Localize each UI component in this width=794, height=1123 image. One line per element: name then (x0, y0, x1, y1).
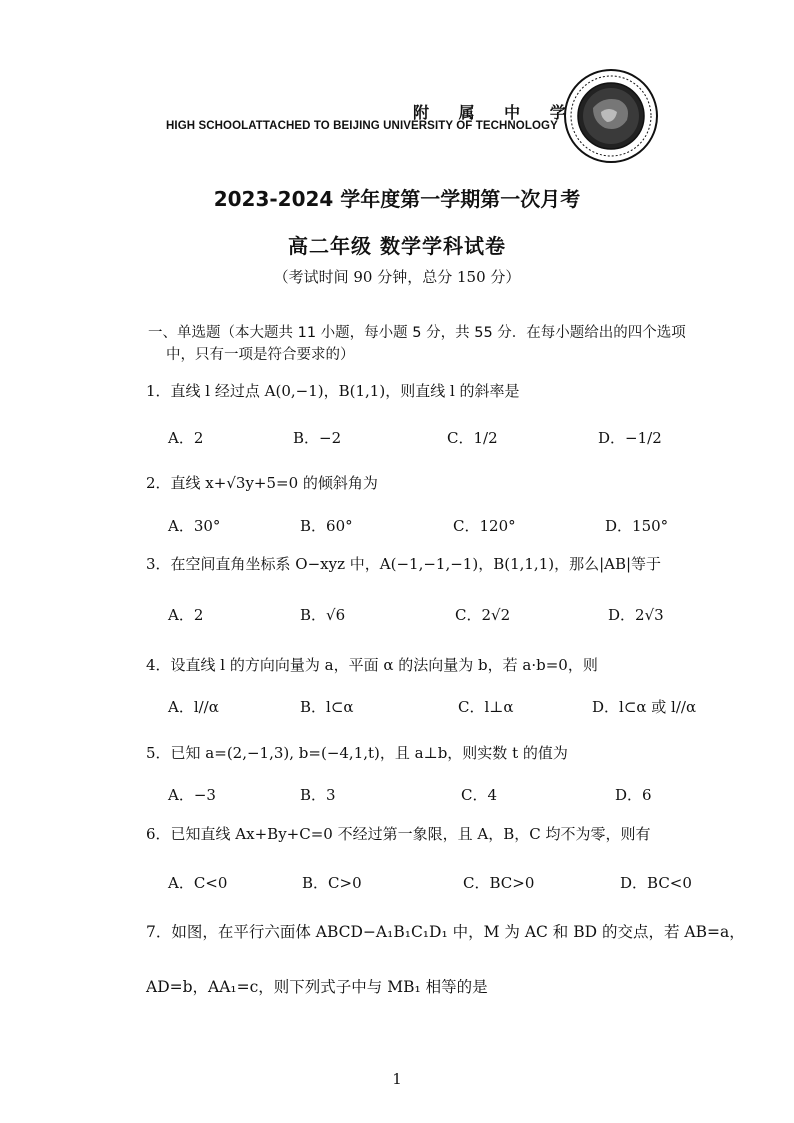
exam-subtitle: 高二年级 数学学科试卷 (288, 234, 506, 258)
section-line-2: 中，只有一项是符合要求的） (166, 347, 355, 363)
question-1-stem: 1．直线 l 经过点 A(0,−1)，B(1,1)，则直线 l 的斜率是 (146, 382, 520, 400)
question-2-stem: 2．直线 x+√3y+5=0 的倾斜角为 (146, 474, 378, 492)
question-3-option-d: D．2√3 (608, 606, 664, 624)
question-7-stem: 7．如图，在平行六面体 ABCD−A₁B₁C₁D₁ 中，M 为 AC 和 BD 的交点，若 AB=a， (146, 923, 745, 941)
school-name-cn: 附 属 中 学 (413, 103, 578, 122)
question-5-stem: 5．已知 a=(2,−1,3), b=(−4,1,t)，且 a⊥b，则实数 t 的值为 (146, 744, 568, 762)
question-5-option-b: B．3 (300, 786, 336, 804)
exam-title: 2023-2024 学年度第一学期第一次月考 (213, 187, 581, 211)
question-2-option-b: B．60° (300, 517, 353, 535)
question-5-option-a: A．−3 (168, 786, 216, 804)
section-heading (148, 322, 708, 366)
question-2-option-c: C．120° (453, 517, 516, 535)
question-7-stem-continued: AD=b，AA₁=c，则下列式子中与 MB₁ 相等的是 (146, 978, 488, 996)
question-1-option-d: D．−1/2 (598, 429, 662, 447)
question-1-option-b: B．−2 (293, 429, 342, 447)
school-name-en: HIGH SCHOOLATTACHED TO BEIJING UNIVERSITY OF TECHNOLOGY (166, 120, 558, 132)
question-5-option-d: D．6 (615, 786, 652, 804)
question-6-option-d: D．BC<0 (620, 874, 692, 892)
page-number: 1 (392, 1070, 402, 1088)
question-6-stem: 6．已知直线 Ax+By+C=0 不经过第一象限，且 A，B，C 均不为零，则有 (146, 825, 651, 843)
question-4-option-c: C．l⊥α (458, 698, 514, 716)
question-6-option-b: B．C>0 (302, 874, 362, 892)
question-4-option-b: B．l⊂α (300, 698, 354, 716)
school-seal-logo (563, 68, 659, 164)
question-4-option-d: D．l⊂α 或 l//α (592, 698, 697, 716)
question-2-option-a: A．30° (168, 517, 221, 535)
question-1-option-a: A．2 (168, 429, 204, 447)
question-3-stem: 3．在空间直角坐标系 O−xyz 中，A(−1,−1,−1)，B(1,1,1)，那么|AB|等于 (146, 555, 662, 573)
question-4-stem: 4．设直线 l 的方向向量为 a，平面 α 的法向量为 b，若 a·b=0，则 (146, 656, 598, 674)
question-2-option-d: D．150° (605, 517, 669, 535)
question-5-option-c: C．4 (461, 786, 498, 804)
question-1-option-c: C．1/2 (447, 429, 498, 447)
question-4-option-a: A．l//α (168, 698, 219, 716)
question-3-option-c: C．2√2 (455, 606, 511, 624)
exam-info: （考试时间 90 分钟，总分 150 分） (273, 268, 521, 286)
question-3-option-b: B．√6 (300, 606, 346, 624)
question-3-option-a: A．2 (168, 606, 204, 624)
question-6-option-c: C．BC>0 (463, 874, 535, 892)
section-line-1: 一、单选题（本大题共 11 小题，每小题 5 分，共 55 分．在每小题给出的四个选项 (148, 325, 686, 341)
question-6-option-a: A．C<0 (168, 874, 228, 892)
